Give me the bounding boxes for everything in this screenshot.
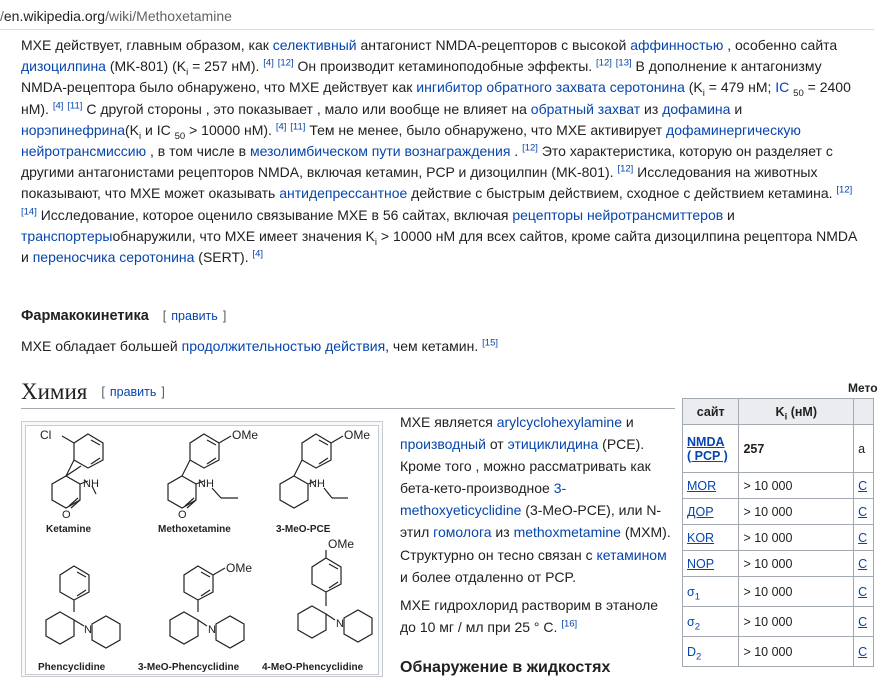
extra-link[interactable]: C (858, 644, 868, 659)
binding-table (682, 398, 874, 667)
3-meo-pce-structure (280, 434, 348, 508)
extra-cell (854, 473, 874, 499)
extra-cell (854, 607, 874, 637)
table-row (683, 499, 874, 525)
link-homolog[interactable]: гомолога (433, 524, 492, 541)
edit-section: [ править ] (162, 309, 227, 323)
extra-cell (854, 499, 874, 525)
structure-label: 3-MeO-Phencyclidine (138, 662, 240, 673)
link-sri[interactable]: ингибитор обратного захвата серотонина (416, 79, 685, 96)
link-arylcyclohexylamine[interactable]: arylcyclohexylamine (496, 414, 623, 430)
citation[interactable]: [4] (52, 99, 64, 111)
extra-link[interactable]: C (858, 504, 868, 519)
ketamine-structure (52, 434, 103, 508)
structure-label: Methoxetamine (158, 524, 231, 535)
extra-cell (854, 525, 874, 551)
extra-link[interactable]: C (858, 478, 868, 493)
citation[interactable]: [15] (482, 337, 498, 349)
value-cell: > 10 000 (739, 637, 854, 667)
edit-link[interactable]: править (109, 385, 157, 399)
link-dopaminergic[interactable]: дофаминергическую нейротрансмиссию (21, 121, 801, 160)
extra-cell: a (854, 425, 874, 473)
citation[interactable]: [13] (615, 57, 632, 69)
site-link[interactable]: NOP (687, 556, 715, 571)
citation[interactable]: [12] (277, 57, 294, 69)
phencyclidine-structure (46, 566, 120, 648)
value-cell: > 10 000 (739, 525, 854, 551)
link-norepinephrine[interactable]: норэпинефрина (21, 121, 126, 138)
url-text[interactable] (0, 8, 232, 24)
value-cell: > 10 000 (739, 473, 854, 499)
citation[interactable]: [11] (67, 99, 83, 111)
extra-link[interactable]: C (858, 556, 868, 571)
link-affinity[interactable]: аффинностью (630, 37, 724, 53)
value-cell: 257 (739, 425, 854, 473)
site-link[interactable]: $\sigma_2$ (687, 614, 701, 632)
value-cell: > 10 000 (739, 551, 854, 577)
extra-link[interactable]: C (858, 530, 868, 545)
citation[interactable]: [12] (836, 184, 853, 196)
url-path: /wiki/Methoxetamine (105, 8, 232, 24)
structure-atom-label: NH (83, 478, 99, 490)
value-cell: > 10 000 (739, 577, 854, 607)
3-meo-phencyclidine-structure (170, 566, 244, 648)
site-cell (683, 551, 739, 577)
table-row (683, 551, 874, 577)
chemistry-paragraph: MXE является arylcyclohexylamine и производный от этициклидина (PCE). Кроме того , можно рассматривать как бета-кето-производное 3-methoxyeticyclidine (3-MeO-PCE), или N-этил гомолога из methoxmetamine (MXM). Структурно он тесно связан с кетамином и более отдаленно от PCP. (400, 414, 671, 585)
site-cell (683, 637, 739, 667)
citation[interactable]: [12] (617, 163, 634, 175)
citation[interactable]: [4] (275, 121, 287, 133)
citation[interactable]: [16] (561, 618, 578, 630)
link-ic50[interactable]: IC (775, 79, 790, 96)
link-reuptake[interactable]: обратный захват (530, 100, 641, 117)
citation[interactable]: [4] (252, 248, 264, 260)
table-row (683, 637, 874, 667)
link-derivative[interactable]: производный (400, 436, 486, 453)
methoxetamine-structure (168, 434, 238, 508)
citation[interactable]: [12] (596, 57, 612, 69)
site-cell (683, 577, 739, 607)
header-extra (854, 399, 874, 425)
chemistry-heading: Химия [ править ] (21, 379, 675, 409)
table-header-row (683, 399, 874, 425)
edit-link[interactable]: править (171, 309, 218, 323)
address-bar[interactable] (0, 0, 874, 30)
structure-atom-label: OMe (344, 428, 371, 442)
structure-atom-label: N (336, 618, 344, 630)
structures-figure[interactable] (21, 421, 383, 677)
header-site: сайт (683, 399, 739, 425)
site-link[interactable]: KOR (687, 530, 715, 545)
site-cell (683, 425, 739, 473)
citation[interactable]: [4] (263, 57, 274, 69)
infobox-caption: Мето (848, 381, 878, 395)
link-selective[interactable]: селективный (272, 37, 357, 53)
article-content (0, 30, 878, 677)
extra-cell (854, 551, 874, 577)
link-transporters[interactable]: транспортеры (21, 227, 113, 244)
extra-link[interactable]: C (858, 614, 868, 629)
value-cell: > 10 000 (739, 499, 854, 525)
pharmacokinetics-heading: Фармакокинетика [ править ] (21, 308, 227, 324)
structure-atom-label: N (208, 624, 216, 636)
value-cell: > 10 000 (739, 607, 854, 637)
structure-atom-label: Cl (40, 428, 52, 442)
link-3-meo-pce[interactable]: 3-methoxyeticyclidine (400, 480, 567, 519)
site-link[interactable]: $D_2$ (687, 644, 702, 662)
link-ketamine[interactable]: кетамином (596, 546, 667, 563)
link-eticyclidine[interactable]: этициклидина (507, 436, 599, 453)
citation[interactable]: [11] (290, 121, 306, 133)
link-dopamine[interactable]: дофамина (662, 100, 731, 117)
site-cell (683, 607, 739, 637)
structure-atom-label: O (62, 509, 71, 521)
link-sert[interactable]: переносчика серотонина (32, 249, 195, 266)
site-cell (683, 525, 739, 551)
site-link[interactable]: $\sigma_1$ (687, 584, 701, 602)
table-row (683, 473, 874, 499)
site-link[interactable]: ( PCP ) (687, 448, 728, 463)
link-antidepressant[interactable]: антидепрессантное (279, 185, 408, 202)
structure-label: Ketamine (46, 524, 92, 535)
solubility-paragraph: MXE гидрохлорид растворим в этаноле до 10 мг / мл при 25 ° C. [16] (400, 596, 659, 635)
table-row (683, 525, 874, 551)
chemistry-text (400, 411, 672, 638)
structure-atom-label: OMe (226, 561, 253, 575)
structure-label: Phencyclidine (38, 662, 106, 673)
pharmacokinetics-paragraph: MXE обладает большей продолжительностью действия, чем кетамин. [15] (21, 337, 498, 354)
url-prefix: / (0, 8, 4, 24)
structure-atom-label: O (178, 509, 187, 521)
site-link[interactable]: ДОР (687, 504, 714, 519)
extra-cell (854, 637, 874, 667)
link-methoxmetamine[interactable]: methoxmetamine (513, 524, 621, 541)
extra-link[interactable]: C (858, 584, 868, 599)
structure-atom-label: OMe (328, 537, 355, 551)
4-meo-phencyclidine-structure (298, 550, 372, 642)
link-duration[interactable]: продолжительностью действия (181, 338, 386, 354)
structure-label: 4-MeO-Phencyclidine (262, 662, 364, 673)
header-ki: $K_i$ (нМ) (739, 399, 854, 425)
citation[interactable]: [12] (522, 142, 538, 154)
structure-atom-label: OMe (232, 428, 259, 442)
structure-atom-label: NH (198, 478, 214, 490)
structure-label: 3-MeO-PCE (276, 524, 331, 535)
table-row (683, 577, 874, 607)
url-domain: en.wikipedia.org (3, 8, 106, 24)
site-cell (683, 473, 739, 499)
extra-cell (854, 577, 874, 607)
structure-atom-label: N (84, 624, 92, 636)
citation[interactable]: [14] (21, 205, 37, 217)
site-link[interactable]: MOR (687, 478, 717, 493)
table-row (683, 607, 874, 637)
structure-atom-label: NH (309, 478, 325, 490)
pharmacodynamics-paragraph: MXE действует, главным образом, как селективный антагонист NMDA-рецепторов с высокой аффинностью , особенно сайта дизоцилпина (MK-801) ($K_i = 257$ нМ). [4] [12] Он производит кетаминоподобные эффекты. [12] [13] В дополнение к антагонизму NMDA-рецептора было обнаружено, что MXE действует как ингибитор обратного захвата серотонина ($K_i = 479$ нМ; IC $_{50}$ = 2400 нМ). [4] [11] С другой стороны , это показывает , мало или вообще не влияет на обратный захват из дофамина и $норэпинефрина(K_i$ и IC $_{50}$ > 10000 нМ). [4] [11] Тем не менее, было обнаружено, что MXE активирует дофаминергическую нейротрансмиссию , в том числе в мезолимбическом пути вознаграждения . [12] Это характеристика, которую он разделяет с другими антагонистами рецепторов NMDA, включая кетамин, PCP и дизоцилпин (MK-801). [12] Исследования на животных показывают, что MXE может оказывать антидепрессантное действие с быстрым действием, сходное с действием кетамина. [12] [14] Исследование, которое оценило связывание MXE в 56 сайтах, включая рецепторы нейротрансмиттеров и транспортерыобнаружили, что MXE имеет значения $K_i > 10000$ нМ для всех сайтов, кроме сайта дизоцилпина рецептора NMDA и переносчика серотонина (SERT). [4] (21, 37, 857, 266)
edit-section: [ править ] (101, 385, 165, 399)
link-dizocilpine[interactable]: дизоцилпина (21, 58, 106, 75)
chemical-structures-image (26, 426, 378, 674)
site-link[interactable]: NMDA (687, 434, 725, 449)
link-mesolimbic[interactable]: мезолимбическом пути вознаграждения (249, 143, 511, 160)
detection-heading: Обнаружение в жидкостях (400, 659, 611, 676)
table-row (683, 425, 874, 473)
site-cell (683, 499, 739, 525)
link-receptors[interactable]: рецепторы нейротрансмиттеров (512, 206, 724, 223)
